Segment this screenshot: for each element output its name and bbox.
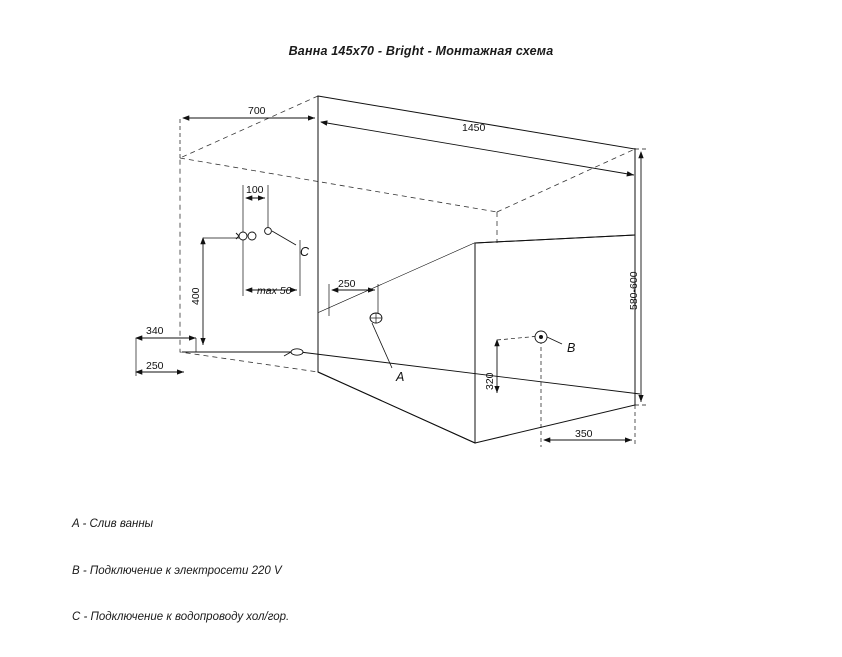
- legend-line-b: B - Подключение к электросети 220 V: [72, 564, 282, 577]
- legend: [72, 486, 289, 657]
- dim-label-700: 700: [248, 105, 266, 117]
- dim-400: [203, 238, 240, 345]
- dim-label-250-top: 250: [338, 278, 356, 290]
- dim-label-340: 340: [146, 325, 164, 337]
- dim-label-400: 400: [190, 287, 202, 305]
- page-title: Ванна 145x70 - Bright - Монтажная схема: [288, 44, 554, 58]
- dim-label-320: 320: [484, 372, 496, 390]
- dim-label-350: 350: [575, 428, 593, 440]
- connection-point-c: [236, 228, 296, 245]
- dim-340: [136, 338, 196, 352]
- dim-label-max50: max 50: [257, 285, 292, 297]
- dim-label-580-600: 580-600: [628, 271, 640, 310]
- dim-label-1450: 1450: [462, 122, 486, 134]
- legend-line-a: A - Слив ванны: [72, 518, 154, 530]
- dim-label-250-low: 250: [146, 360, 164, 372]
- dim-label-100: 100: [246, 184, 264, 196]
- callout-c: C: [300, 245, 310, 259]
- callout-a: A: [396, 370, 405, 384]
- legend-line-c: C - Подключение к водопроводу хол/гор.: [72, 611, 290, 623]
- callout-b: B: [567, 341, 576, 355]
